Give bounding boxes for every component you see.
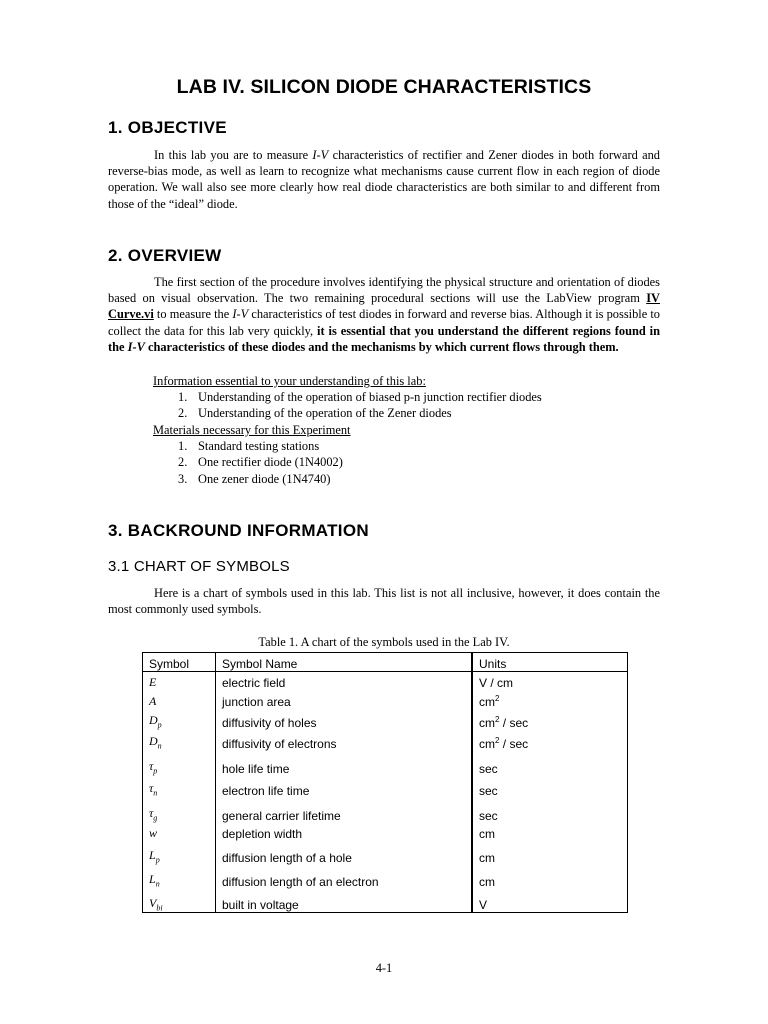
page-number: 4-1	[375, 961, 393, 975]
units-cell: $cm^2$ / sec	[472, 709, 628, 730]
symbol-name-cell: electron life time	[216, 776, 473, 798]
column-header-name: Symbol Name	[216, 653, 473, 672]
units-cell: sec	[472, 776, 628, 798]
table-caption: Table 1. A chart of the symbols used in the Lab IV.	[258, 635, 510, 649]
table-row	[143, 798, 628, 823]
units-cell: V / cm	[472, 672, 628, 690]
symbol-cell: $D_p$	[143, 709, 216, 730]
table-row	[143, 709, 628, 730]
symbol-name-cell: diffusion length of an electron	[216, 865, 473, 889]
symbol-name-cell: diffusivity of electrons	[216, 730, 473, 751]
overview-iv: I-V	[232, 307, 249, 322]
chart-of-symbols-heading: 3.1 CHART OF SYMBOLS	[108, 558, 290, 575]
overview-text-3: characteristics of test diodes in forward and reverse bias. Although it is possible to collect the data for this lab very quickly,	[108, 307, 660, 338]
symbol-name-cell: diffusivity of holes	[216, 709, 473, 730]
units-cell: $cm^2$ / sec	[472, 730, 628, 751]
symbols-table	[142, 652, 628, 913]
overview-bold-1: it is essential that you understand the different regions found in the	[108, 323, 660, 354]
overview-heading: 2. OVERVIEW	[108, 246, 222, 265]
table-header-row	[143, 653, 628, 672]
overview-bold-iv: I-V	[127, 339, 145, 354]
list-item: 1. Standard testing stations	[178, 439, 320, 453]
table-row	[143, 776, 628, 798]
overview-paragraph	[108, 274, 660, 355]
table-row	[143, 841, 628, 865]
materials-list	[178, 438, 343, 487]
units-cell: V	[472, 889, 628, 913]
list-item: 2. Understanding of the operation of the Zener diodes	[178, 406, 452, 421]
symbol-cell: $\tau_p$	[143, 751, 216, 776]
symbol-cell: $L_n$	[143, 865, 216, 889]
symbol-cell: $L_p$	[143, 841, 216, 865]
background-heading: 3. BACKROUND INFORMATION	[108, 521, 369, 540]
symbol-name-cell: hole life time	[216, 751, 473, 776]
units-cell: $cm^2$	[472, 690, 628, 709]
overview-bold-2: characteristics of these diodes and the mechanisms by which current flows through them.	[144, 339, 619, 354]
materials-heading: Materials necessary for this Experiment	[153, 423, 351, 437]
symbol-name-cell: diffusion length of a hole	[216, 841, 473, 865]
symbol-name-cell: electric field	[216, 672, 473, 690]
symbol-name-cell: general carrier lifetime	[216, 798, 473, 823]
overview-text-1: The first section of the procedure involves identifying the physical structure and orientation of diodes based on visual observation. The two remaining procedural sections will use the LabView program	[108, 275, 660, 306]
symbol-cell: A	[143, 690, 216, 709]
units-cell: cm	[472, 841, 628, 865]
symbol-name-cell: built in voltage	[216, 889, 473, 913]
objective-heading: 1. OBJECTIVE	[108, 118, 227, 137]
table-row	[143, 865, 628, 889]
info-heading: Information essential to your understanding of this lab:	[153, 374, 426, 388]
objective-paragraph	[108, 147, 660, 212]
list-item: 2. One rectifier diode (1N4002)	[178, 455, 343, 470]
symbol-name-cell: junction area	[216, 690, 473, 709]
units-cell: cm	[472, 823, 628, 841]
objective-text-1: In this lab you are to measure	[154, 148, 313, 162]
list-item: 1. Understanding of the operation of biased p-n junction rectifier diodes	[178, 390, 542, 404]
units-cell: sec	[472, 798, 628, 823]
symbol-cell: $\tau_n$	[143, 776, 216, 798]
units-cell: cm	[472, 865, 628, 889]
symbol-cell: $V_{bi}$	[143, 889, 216, 913]
objective-text-2: characteristics of rectifier and Zener diodes in both forward and reverse-bias mode, as well as learn to recognize what mechanisms cause current flow in each region of diode operation. We wall also see more clearly how real diode characteristics are both similar to and different from those of the “ideal” diode.	[108, 148, 660, 211]
page-title: LAB IV. SILICON DIODE CHARACTERISTICS	[176, 76, 592, 98]
table-row	[143, 889, 628, 913]
list-item: 3. One zener diode (1N4740)	[178, 471, 331, 486]
table-row	[143, 672, 628, 690]
table-row	[143, 730, 628, 751]
symbol-cell: E	[143, 672, 216, 690]
units-cell: sec	[472, 751, 628, 776]
column-header-units: Units	[472, 653, 628, 672]
table-row	[143, 751, 628, 776]
objective-iv: I-V	[312, 148, 329, 162]
overview-text-2: to measure the	[153, 307, 233, 322]
background-intro: Here is a chart of symbols used in this lab. This list is not all inclusive, however, it does contain the most commonly used symbols.	[108, 586, 660, 617]
symbol-cell: w	[143, 823, 216, 841]
column-header-symbol: Symbol	[143, 653, 216, 672]
program-name: IV Curve.vi	[108, 291, 660, 322]
table-row	[143, 690, 628, 709]
table-row	[143, 823, 628, 841]
symbol-cell: $D_n$	[143, 730, 216, 751]
symbol-name-cell: depletion width	[216, 823, 473, 841]
info-list	[178, 389, 542, 422]
symbol-cell: $\tau_g$	[143, 798, 216, 823]
